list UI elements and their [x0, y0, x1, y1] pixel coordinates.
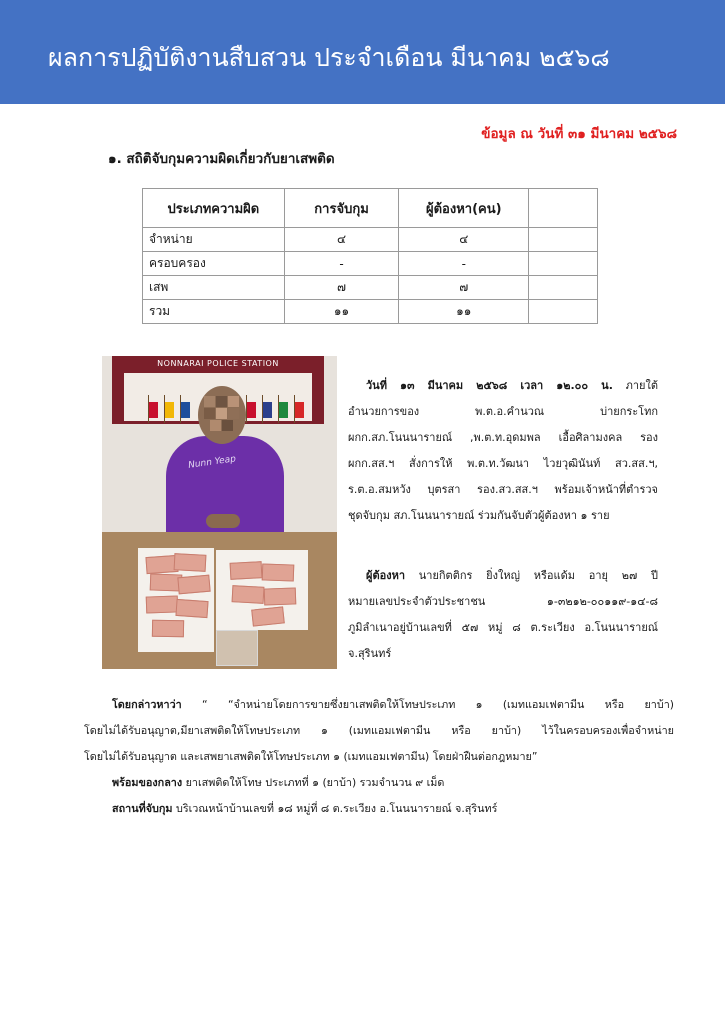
banner-text: NONNARAI POLICE STATION — [157, 359, 279, 368]
suspect-head-blurred — [198, 386, 246, 444]
column-header-offense-type: ประเภทความผิด — [143, 189, 285, 228]
table-row — [143, 276, 598, 300]
flag-icon — [263, 402, 272, 418]
charge-label: โดยกล่าวหาว่า — [112, 698, 182, 711]
shirt-print: Nunn Yeap — [187, 454, 237, 471]
location-line: สถานที่จับกุม บริเวณหน้าบ้านเลขที่ ๑๘ หมู่ที่ ๘ ต.ระเวียง อ.โนนนารายณ์ จ.สุรินทร์ — [112, 802, 498, 815]
data-date: ข้อมูล ณ วันที่ ๓๑ มีนาคม ๒๕๖๘ — [481, 126, 677, 142]
banknote — [251, 606, 285, 626]
cell-empty — [529, 252, 598, 276]
column-header-arrests: การจับกุม — [284, 189, 399, 228]
charge-line: โดยกล่าวหาว่า “ “จำหน่ายโดยการขายซึ่งยาเสพติดให้โทษประเภท ๑ (เมทแอมเฟตามีน หรือ ยาบ้า) — [112, 698, 674, 711]
cell-offense-type: ครอบครอง — [143, 252, 285, 276]
drug-arrest-stats-table — [142, 188, 598, 324]
flag-icon — [181, 402, 190, 418]
banknote — [230, 561, 263, 580]
suspect-hand — [206, 514, 240, 528]
evidence-line: พร้อมของกลาง ยาเสพติดให้โทษ ประเภทที่ ๑ (ยาบ้า) รวมจำนวน ๙ เม็ด — [112, 776, 445, 789]
arrest-report-paragraph — [348, 373, 658, 529]
banknote — [174, 553, 207, 572]
report-line: อำนวยการของ พ.ต.อ.คำนวณ บ่ายกระโทก — [348, 405, 658, 418]
report-line: ผกก.สส.ฯ สั่งการให้ พ.ต.ท.วัฒนา ไวยวุฒินันท์ สว.สส.ฯ, — [348, 457, 658, 470]
cell-empty — [529, 228, 598, 252]
flag-icon — [295, 402, 304, 418]
suspect-line: ภูมิลำเนาอยู่บ้านเลขที่ ๕๗ หมู่ ๘ ต.ระเวียง อ.โนนนารายณ์ — [348, 621, 658, 634]
section-title: ๑. สถิติจับกุมความผิดเกี่ยวกับยาเสพติด — [108, 151, 335, 167]
report-line: ร.ต.อ.สมหวัง บุตรสา รอง.สว.สส.ฯ พร้อมเจ้าหน้าที่ตำรวจ — [348, 483, 658, 496]
report-date-time: วันที่ ๑๓ มีนาคม ๒๕๖๘ เวลา ๑๒.๐๐ น. — [366, 379, 613, 392]
cell-arrests: ๔ — [284, 228, 399, 252]
table-row-total — [143, 300, 598, 324]
cell-arrests: ๗ — [284, 276, 399, 300]
banknote — [175, 599, 208, 618]
cell-suspects: ๑๑ — [399, 300, 529, 324]
location-label: สถานที่จับกุม — [112, 802, 173, 815]
suspect-paragraph — [348, 563, 658, 667]
banknote — [177, 575, 210, 595]
table-header-row — [143, 189, 598, 228]
banknote — [262, 563, 295, 581]
cell-arrests: - — [284, 252, 399, 276]
blur-pixel — [204, 396, 215, 407]
flag-icon — [279, 402, 288, 418]
blur-pixel — [228, 396, 239, 407]
table-row — [143, 252, 598, 276]
evidence-bag — [216, 630, 258, 666]
flag-icon — [247, 402, 256, 418]
banknote — [146, 595, 179, 613]
cell-empty — [529, 276, 598, 300]
arrest-photo — [102, 356, 337, 669]
charge-line: โดยไม่ได้รับอนุญาต,มียาเสพติดให้โทษประเภท ๑ (เมทแอมเฟตามีน หรือ ยาบ้า) ไว้ในครอบครองเพื่อจำหน่าย — [84, 724, 674, 737]
flag-icon — [165, 402, 174, 418]
cell-offense-type: เสพ — [143, 276, 285, 300]
evidence-label: พร้อมของกลาง — [112, 776, 183, 789]
banknote — [152, 620, 184, 638]
page-header — [0, 0, 725, 104]
charge-line: โดยไม่ได้รับอนุญาต และเสพยาเสพติดให้โทษประเภท ๑ (เมทแอมเฟตามีน) โดยฝ่าฝืนต่อกฎหมาย” — [84, 750, 538, 763]
page-title: ผลการปฏิบัติงานสืบสวน ประจำเดือน มีนาคม ๒๕๖๘ — [48, 43, 610, 72]
suspect-line: จ.สุรินทร์ — [348, 647, 392, 660]
cell-arrests: ๑๑ — [284, 300, 399, 324]
report-line: ชุดจับกุม สภ.โนนนารายณ์ ร่วมกันจับตัวผู้ต้องหา ๑ ราย — [348, 509, 610, 522]
suspect-line: ผู้ต้องหา นายกิตติกร ยิ่งใหญ่ หรือแด้ม อายุ ๒๗ ปี — [366, 569, 658, 582]
blur-pixel — [228, 408, 239, 419]
cell-suspects: ๔ — [399, 228, 529, 252]
suspect-line: หมายเลขประจำตัวประชาชน ๑-๓๒๑๒-๐๐๑๑๙-๑๔-๘ — [348, 595, 658, 608]
column-header-suspects: ผู้ต้องหา(คน) — [399, 189, 529, 228]
blur-pixel — [216, 408, 227, 419]
cell-suspects: - — [399, 252, 529, 276]
cell-offense-type: รวม — [143, 300, 285, 324]
cell-offense-type: จำหน่าย — [143, 228, 285, 252]
report-line: วันที่ ๑๓ มีนาคม ๒๕๖๘ เวลา ๑๒.๐๐ น. ภายใต้ — [366, 379, 659, 392]
report-line: ผกก.สภ.โนนนารายณ์ ,พ.ต.ท.อุดมพล เอื้อศิลามงคล รอง — [348, 431, 658, 444]
blur-pixel — [210, 420, 221, 431]
table-row — [143, 228, 598, 252]
suspect-label: ผู้ต้องหา — [366, 569, 405, 582]
banknote — [232, 585, 265, 604]
cell-empty — [529, 300, 598, 324]
blur-pixel — [222, 420, 233, 431]
blur-pixel — [216, 396, 227, 407]
column-header-empty — [529, 189, 598, 228]
flag-icon — [149, 402, 158, 418]
banknote — [264, 587, 297, 605]
charge-paragraph — [84, 692, 674, 822]
blur-pixel — [204, 408, 215, 419]
cell-suspects: ๗ — [399, 276, 529, 300]
